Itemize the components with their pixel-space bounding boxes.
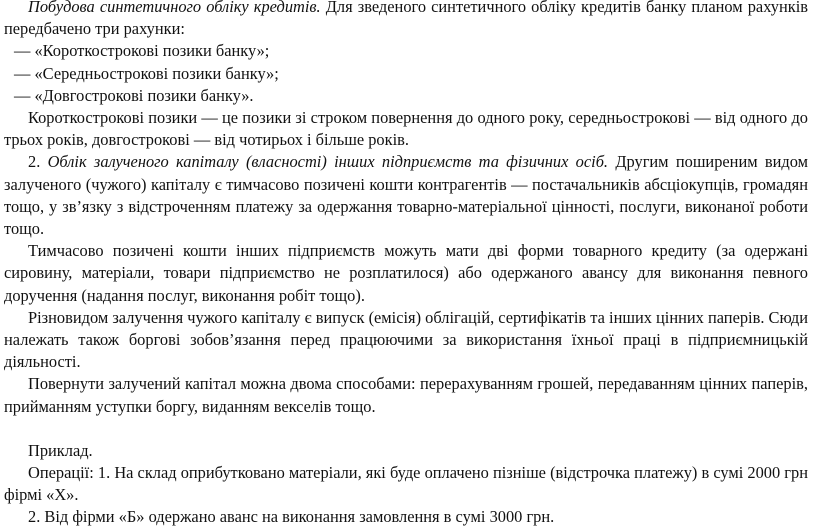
paragraph-repayment: Повернути залучений капітал можна двома способами: перерахуванням грошей, передаванням цінних паперів, прийманням уступки боргу, виданням векселів тощо. [4, 374, 808, 416]
paragraph-loan-terms: Короткострокові позики — це позики зі строком повернення до одного року, середньострокові — від одного до трьох років, довгострокові — від чотирьох і більше років. [4, 108, 808, 150]
list-item-account: — «Довгострокові позики банку». [14, 85, 254, 105]
paragraph-text: Другим поширеним видом залученого (чужого) капіталу є тимчасово позичені кошти контрагентів — постачальників абсціокупців, громадян тощо, у зв’язку з відстроченням платежу за одержання товарно-матеріальної цінності, послуги, виконаної роботи тощо. [4, 152, 808, 239]
paragraph-credit-forms: Тимчасово позичені кошти інших підприємств можуть мати дві форми товарного кредиту (за одержані сировину, матеріали, товари підприємство не розплатилося) або одержаного авансу для виконання певного доручення (надання послуг, виконання робіт тощо). [4, 241, 808, 305]
paragraph-securities: Різновидом залучення чужого капіталу є випуск (емісія) облігацій, сертифікатів та інших цінних паперів. Сюди належать також боргові зобов’язання перед працюючими за використання їхньої праці в підприємницькій діяльності. [4, 307, 808, 372]
section-heading-italic: Побудова синтетичного обліку кредитів. [28, 0, 321, 16]
section-number: 2. [28, 152, 41, 172]
example-operation-2: 2. Від фірми «Б» одержано аванс на виконання замовлення в сумі 3000 грн. [28, 507, 555, 527]
example-operation-1: Операції: 1. На склад оприбутковано матеріали, які буде оплачено пізніше (відстрочка платежу) в сумі 2000 грн фірмі «Х». [4, 463, 808, 505]
blank-line [4, 418, 808, 440]
paragraph-text: Для зведеного синтетичного обліку кредитів банку планом рахунків передбачено три рахунки: [4, 0, 808, 39]
section-heading-italic: Облік залученого капіталу (власності) інших підприємств та фізичних осіб. [47, 152, 609, 172]
paragraph-synthetic-accounting [4, 0, 808, 40]
list-item-account: — «Короткострокові позики банку»; [14, 41, 270, 61]
example-title: Приклад. [28, 440, 93, 460]
paragraph-borrowed-capital [4, 151, 808, 240]
list-item-account: — «Середньострокові позики банку»; [14, 63, 279, 83]
